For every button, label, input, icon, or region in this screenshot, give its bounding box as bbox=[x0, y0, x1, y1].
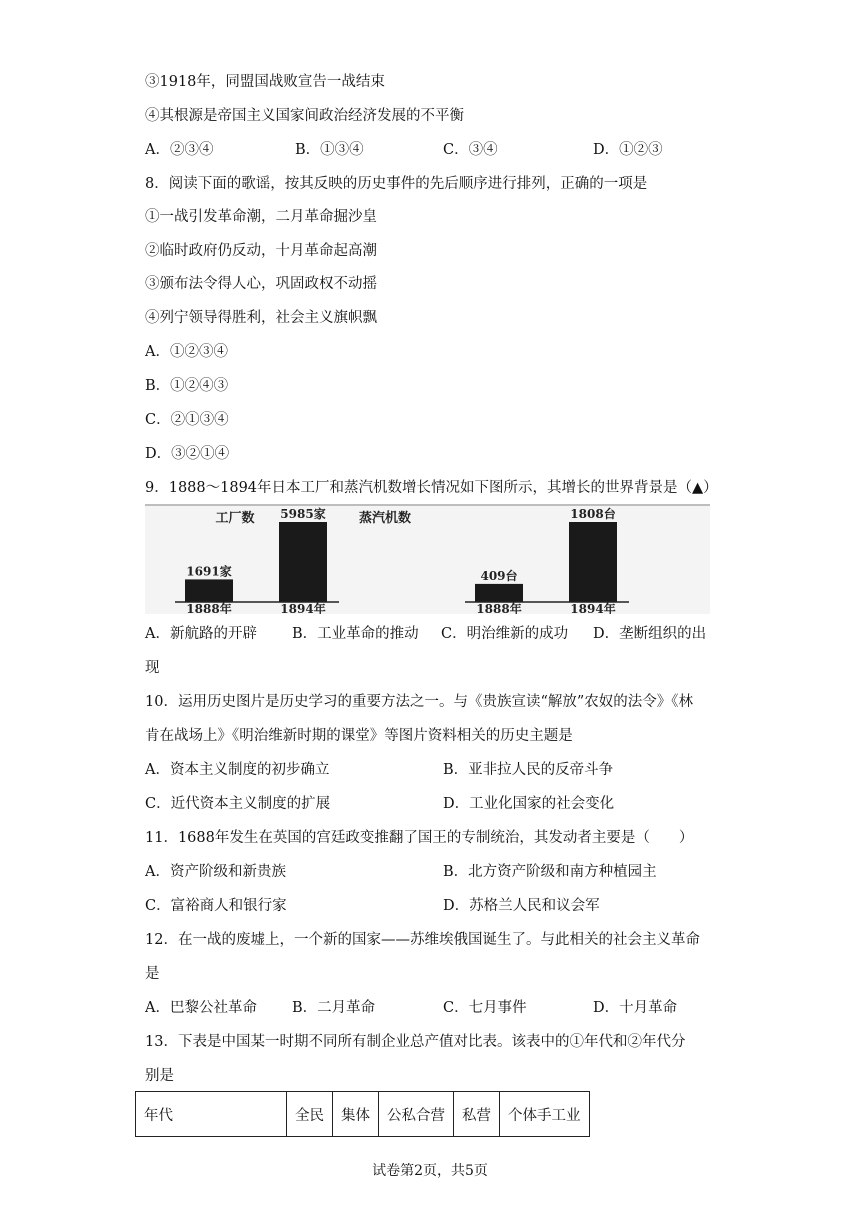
chart-group-title: 蒸汽机数 bbox=[358, 511, 412, 526]
bar-chart-svg bbox=[145, 506, 710, 614]
chart-bar bbox=[475, 584, 523, 602]
chart-data-label: 409台 bbox=[480, 568, 518, 583]
q7-option-d[interactable]: D．①②③ bbox=[593, 142, 663, 158]
chart-bar bbox=[569, 522, 617, 602]
q8-line-4: ④列宁领导得胜利，社会主义旗帜飘 bbox=[145, 310, 377, 326]
q12-option-b[interactable]: B．二月革命 bbox=[292, 1000, 376, 1016]
chart-data-label: 5985家 bbox=[280, 507, 326, 521]
chart-data-label: 1691家 bbox=[186, 564, 232, 579]
table-header-cell: 全民 bbox=[287, 1092, 333, 1137]
q11-option-a[interactable]: A．资产阶级和新贵族 bbox=[145, 864, 286, 880]
q9-option-b[interactable]: B．工业革命的推动 bbox=[292, 626, 419, 642]
table-header-cell: 年代 bbox=[136, 1092, 287, 1137]
q11-option-d[interactable]: D．苏格兰人民和议会军 bbox=[443, 898, 600, 914]
chart-category-label: 1894年 bbox=[280, 602, 326, 614]
q10-stem-line-2: 肯在战场上》《明治维新时期的课堂》等图片资料相关的历史主题是 bbox=[145, 728, 573, 744]
q10-stem-line-1: 10．运用历史图片是历史学习的重要方法之一。与《贵族宣读“解放”农奴的法令》《林 bbox=[145, 694, 694, 710]
chart-category-label: 1894年 bbox=[570, 602, 616, 614]
chart-group-title: 工厂数 bbox=[215, 511, 255, 526]
q9-option-d-wrap: 现 bbox=[145, 660, 160, 676]
q8-option-b[interactable]: B．①②④③ bbox=[145, 378, 229, 394]
q11-option-b[interactable]: B．北方资产阶级和南方种植园主 bbox=[443, 864, 657, 880]
chart-bar bbox=[279, 522, 327, 602]
q10-option-a[interactable]: A．资本主义制度的初步确立 bbox=[145, 762, 330, 778]
chart-category-label: 1888年 bbox=[476, 602, 522, 614]
q8-option-a[interactable]: A．①②③④ bbox=[145, 344, 228, 360]
q13-table bbox=[135, 1091, 590, 1137]
q8-stem: 8．阅读下面的歌谣，按其反映的历史事件的先后顺序进行排列，正确的一项是 bbox=[145, 176, 648, 192]
bar-chart-figure bbox=[145, 504, 710, 614]
q7-statement-3: ③1918年，同盟国战败宣告一战结束 bbox=[145, 74, 385, 90]
q10-option-b[interactable]: B．亚非拉人民的反帝斗争 bbox=[443, 762, 614, 778]
q7-option-c[interactable]: C．③④ bbox=[443, 142, 498, 158]
q8-line-2: ②临时政府仍反动，十月革命起高潮 bbox=[145, 243, 377, 259]
q11-option-c[interactable]: C．富裕商人和银行家 bbox=[145, 898, 287, 914]
q12-option-a[interactable]: A．巴黎公社革命 bbox=[145, 1000, 257, 1016]
q10-option-c[interactable]: C．近代资本主义制度的扩展 bbox=[145, 796, 331, 812]
q11-stem: 11．1688年发生在英国的宫廷政变推翻了国王的专制统治，其发动者主要是（ ） bbox=[145, 830, 694, 846]
q9-option-a[interactable]: A．新航路的开辟 bbox=[145, 626, 257, 642]
q9-option-d[interactable]: D．垄断组织的出 bbox=[593, 626, 707, 642]
q7-option-a[interactable]: A．②③④ bbox=[145, 142, 214, 158]
q7-option-b[interactable]: B．①③④ bbox=[295, 142, 364, 158]
q9-stem: 9．1888～1894年日本工厂和蒸汽机数增长情况如下图所示，其增长的世界背景是（▲） bbox=[145, 480, 718, 496]
table-header-cell: 个体手工业 bbox=[500, 1092, 590, 1137]
q13-stem-line-1: 13．下表是中国某一时期不同所有制企业总产值对比表。该表中的①年代和②年代分 bbox=[145, 1034, 686, 1050]
q9-option-c[interactable]: C．明治维新的成功 bbox=[441, 626, 569, 642]
q12-stem-line-2: 是 bbox=[145, 966, 160, 982]
table-header-cell: 私营 bbox=[454, 1092, 500, 1137]
q13-stem-line-2: 别是 bbox=[145, 1068, 174, 1084]
table-header-cell: 集体 bbox=[333, 1092, 379, 1137]
q8-option-c[interactable]: C．②①③④ bbox=[145, 412, 229, 428]
chart-data-label: 1808台 bbox=[570, 507, 616, 521]
q10-option-d[interactable]: D．工业化国家的社会变化 bbox=[443, 796, 615, 812]
q12-stem-line-1: 12．在一战的废墟上，一个新的国家——苏维埃俄国诞生了。与此相关的社会主义革命 bbox=[145, 932, 700, 948]
q12-option-d[interactable]: D．十月革命 bbox=[593, 1000, 678, 1016]
q12-option-c[interactable]: C．七月事件 bbox=[443, 1000, 527, 1016]
page-footer: 试卷第2页，共5页 bbox=[372, 1163, 488, 1179]
chart-category-label: 1888年 bbox=[186, 602, 232, 614]
q8-option-d[interactable]: D．③②①④ bbox=[145, 446, 230, 462]
q8-line-1: ①一战引发革命潮，二月革命掘沙皇 bbox=[145, 209, 377, 225]
table-header-cell: 公私合营 bbox=[379, 1092, 454, 1137]
q8-line-3: ③颁布法令得人心，巩固政权不动摇 bbox=[145, 276, 377, 292]
q7-statement-4: ④其根源是帝国主义国家间政治经济发展的不平衡 bbox=[145, 108, 464, 124]
chart-bar bbox=[185, 579, 233, 602]
table-row bbox=[136, 1092, 590, 1137]
